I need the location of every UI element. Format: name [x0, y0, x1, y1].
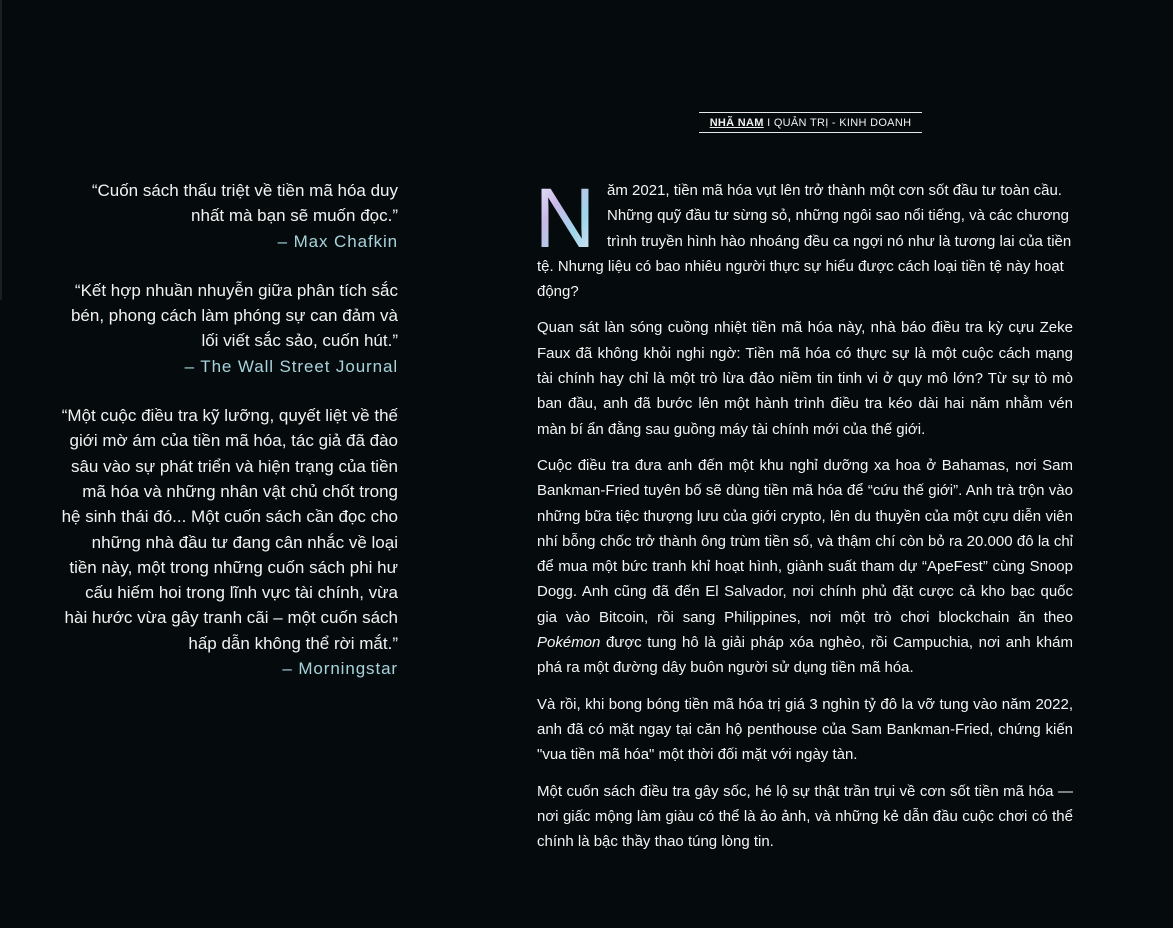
- left-edge-line: [0, 0, 2, 300]
- book-description: [534, 178, 1073, 865]
- review-quotes: [60, 178, 398, 705]
- quote-1: [60, 178, 398, 254]
- quote-text: “Một cuộc điều tra kỹ lưỡng, quyết liệt về thế giới mờ ám của tiền mã hóa, tác giả đã đào sâu vào sự phát triển và hiện trạng của tiền mã hóa và những nhân vật chủ chốt trong hệ sinh thái đó... Một cuốn sách cần đọc cho những nhà đầu tư đang cân nhắc về loại tiền này, một trong những cuốn sách phi hư cấu hiếm hoi trong lĩnh vực tài chính, vừa hài hước vừa gây tranh cãi – một cuốn sách hấp dẫn không thể rời mắt.”: [61, 406, 398, 653]
- quote-text: “Cuốn sách thấu triệt về tiền mã hóa duy nhất mà bạn sẽ muốn đọc.”: [91, 181, 398, 226]
- quote-2: [60, 278, 398, 379]
- quote-text: “Kết hợp nhuần nhuyễn giữa phân tích sắc bén, phong cách làm phóng sự can đảm và lối viết sắc sảo, cuốn hút.”: [70, 280, 398, 351]
- dropcap-letter: N: [534, 185, 596, 249]
- paragraph-3: [537, 453, 1073, 681]
- paragraph-1-text: ăm 2021, tiền mã hóa vụt lên trở thành một cơn sốt đầu tư toàn cầu. Những quỹ đầu tư sừng sỏ, những ngôi sao nổi tiếng, và các chương trình truyền hình hào nhoáng đều ca ngợi nó như là tương lai của tiền tệ. Nhưng liệu có bao nhiêu người thực sự hiểu được cách loại tiền tệ này hoạt động?: [537, 182, 1072, 301]
- publisher-brand: NHÃ NAM: [709, 117, 764, 129]
- quote-author: – Morningstar: [282, 659, 398, 679]
- paragraph-3-end: được tung hô là giải pháp xóa nghèo, rồi Campuchia, nơi anh khám phá ra một đường dây buôn người sử dụng tiền mã hóa.: [537, 634, 1073, 677]
- quote-3: [60, 403, 398, 681]
- publisher-separator: I: [763, 117, 774, 129]
- paragraph-2: Quan sát làn sóng cuồng nhiệt tiền mã hóa này, nhà báo điều tra kỳ cựu Zeke Faux đã không khỏi nghi ngờ: Tiền mã hóa có thực sự là một cuộc cách mạng tài chính hay chỉ là một trò lừa đảo niềm tin tinh vi ở quy mô lớn? Từ sự tò mò ban đầu, anh đã bước lên một hành trình điều tra kéo dài hai năm nhằm vén màn bí ẩn đằng sau guồng máy tài chính mới của thế giới.: [537, 319, 1073, 438]
- quote-author: – Max Chafkin: [277, 231, 398, 251]
- paragraph-5: Một cuốn sách điều tra gây sốc, hé lộ sự thật trần trụi về cơn sốt tiền mã hóa — nơi giấc mộng làm giàu có thể là ảo ảnh, và những kẻ dẫn đầu cuộc chơi có thể chính là bậc thầy thao túng lòng tin.: [537, 782, 1073, 851]
- publisher-header: [699, 112, 922, 133]
- paragraph-3-italic: Pokémon: [537, 634, 601, 652]
- paragraph-3-start: Cuộc điều tra đưa anh đến một khu nghỉ dưỡng xa hoa ở Bahamas, nơi Sam Bankman-Fried tuyên bố sẽ dùng tiền mã hóa để “cứu thế giới”. Anh trà trộn vào những bữa tiệc thượng lưu của giới crypto, lên du thuyền của một cựu diễn viên nhí bỗng chốc trở thành ông trùm tiền số, và thậm chí còn bỏ ra 20.000 đô la chỉ để mua một bức tranh khỉ hoạt hình, giành suất tham dự “ApeFest” cùng Snoop Dogg. Anh cũng đã đến El Salvador, nơi chính phủ đặt cược cả kho bạc quốc gia vào Bitcoin, rồi sang Philippines, nơi một trò chơi blockchain ăn theo: [537, 456, 1073, 626]
- paragraph-1: [534, 178, 1073, 304]
- dropcap: [533, 185, 597, 249]
- quote-author: – The Wall Street Journal: [184, 356, 398, 376]
- paragraph-4: Và rồi, khi bong bóng tiền mã hóa trị giá 3 nghìn tỷ đô la vỡ tung vào năm 2022, anh đã có mặt ngay tại căn hộ penthouse của Sam Bankman-Fried, chứng kiến "vua tiền mã hóa" một thời đối mặt với ngày tàn.: [537, 695, 1073, 764]
- publisher-category: QUẢN TRỊ - KINH DOANH: [773, 117, 912, 129]
